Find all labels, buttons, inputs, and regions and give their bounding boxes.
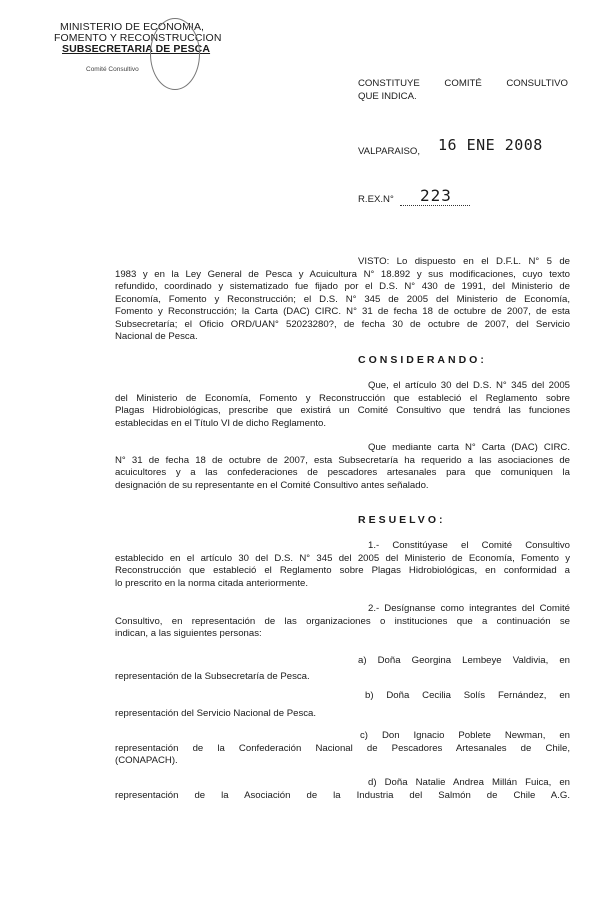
resuelvo-item-1-line: Reconstrucción que estableció el Reglamento sobre Plagas Hidrobiológicas, en conformidad a	[115, 565, 570, 576]
visto-line: Subsecretaría; el Oficio ORD/UAN° 52023280?, de fecha 30 de octubre de 2007, del Servicio	[115, 318, 570, 330]
resolution-number: 223	[420, 186, 452, 205]
member-b	[115, 690, 570, 720]
member-line: (CONAPACH).	[115, 755, 178, 766]
resolution-label: R.EX.N°	[358, 194, 394, 205]
visto-line: Fomento y Reconstrucción; la Carta (DAC) CIRC. N° 31 de fecha 18 de octubre de 2007, de esta	[115, 306, 570, 317]
seal-text: Comité Consultivo	[86, 66, 139, 73]
resuelvo-item-2-line: 2.- Desígnanse como integrantes del Comité	[368, 603, 570, 614]
visto-line: VISTO: Lo dispuesto en el D.F.L. N° 5 de	[358, 256, 570, 267]
subsecretaria-name: SUBSECRETARIA DE PESCA	[62, 43, 211, 55]
subject-line-2: QUE INDICA.	[358, 90, 417, 102]
member-line: c) Don Ignacio Poblete Newman, en	[360, 730, 570, 741]
resuelvo-heading: RESUELVO:	[358, 514, 446, 526]
office-seal	[150, 18, 200, 90]
member-d	[115, 777, 570, 802]
resuelvo-item-2-line: indican, a las siguientes personas:	[115, 628, 262, 639]
considerando-p1-line: Que, el artículo 30 del D.S. N° 345 del 2005	[368, 380, 570, 391]
letterhead	[50, 22, 230, 55]
considerando-p1-line: del Ministerio de Economía, Fomento y Reconstrucción que estableció el Reglamento sobre	[115, 392, 570, 404]
city: VALPARAISO,	[358, 146, 421, 157]
resuelvo-item-1	[115, 540, 570, 590]
member-line: a) Doña Georgina Lembeye Valdivia, en	[358, 655, 570, 666]
considerando-p2-line: acuicultores y a las confederaciones de pescadores artesanales para que comuniquen la	[115, 467, 570, 478]
ministry-name-2: FOMENTO Y RECONSTRUCCION	[54, 32, 222, 44]
visto-line: 1983 y en la Ley General de Pesca y Acuicultura N° 18.892 y sus modificaciones, cuyo texto	[115, 268, 570, 280]
resuelvo-item-1-line: lo prescrito en la norma citada anteriormente.	[115, 577, 309, 589]
ministry-name: MINISTERIO DE ECONOMIA,	[60, 21, 205, 33]
visto-line: Nacional de Pesca.	[115, 331, 198, 342]
member-line: representación del Servicio Nacional de Pesca.	[115, 707, 317, 719]
member-line: b) Doña Cecilia Solís Fernández, en	[365, 690, 570, 701]
member-line: d) Doña Natalie Andrea Millán Fuica, en	[368, 777, 570, 788]
considerando-heading: CONSIDERANDO:	[358, 354, 487, 366]
member-a	[115, 655, 570, 683]
date-stamp: 16 ENE 2008	[438, 136, 543, 154]
resuelvo-item-2	[115, 603, 570, 641]
member-line: representación de la Confederación Nacional de Pescadores Artesanales de Chile,	[115, 742, 570, 754]
resuelvo-item-1-line: 1.- Constitúyase el Comité Consultivo	[368, 540, 570, 551]
member-c	[115, 730, 570, 768]
subject-line-1: CONSTITUYE COMITÉ CONSULTIVO	[358, 78, 568, 89]
considerando-p2	[115, 442, 570, 492]
resuelvo-item-1-line: establecido en el artículo 30 del D.S. N° 345 del 2005 del Ministerio de Economía, Fomento y	[115, 552, 570, 564]
considerando-p2-line: Que mediante carta N° Carta (DAC) CIRC.	[368, 442, 570, 453]
member-line: representación de la Asociación de la Industria del Salmón de Chile A.G.	[115, 789, 570, 801]
considerando-p2-line: N° 31 de fecha 18 de octubre de 2007, esta Subsecretaría ha requerido a las asociaciones de	[115, 454, 570, 466]
visto-line: Economía, Fomento y Reconstrucción; el D.S. N° 345 de 2005 del Ministerio de Economía,	[115, 293, 570, 305]
resolution-number-line	[400, 205, 470, 206]
member-line: representación de la Subsecretaría de Pesca.	[115, 670, 310, 682]
considerando-p1	[115, 380, 570, 430]
considerando-p1-line: Plagas Hidrobiológicas, prescribe que existirá un Comité Consultivo que tendrá las funciones	[115, 405, 570, 416]
considerando-p2-line: designación de su representante en el Comité Consultivo antes señalado.	[115, 479, 429, 491]
resuelvo-item-2-line: Consultivo, en representación de las organizaciones o instituciones que a continuación se	[115, 615, 570, 627]
considerando-p1-line: establecidas en el Título VI de dicho Reglamento.	[115, 417, 327, 429]
subject	[358, 78, 568, 103]
visto-section	[115, 256, 570, 344]
visto-line: refundido, coordinado y sistematizado fue fijado por el D.S. N° 430 de 1991, del Ministerio de	[115, 281, 570, 292]
